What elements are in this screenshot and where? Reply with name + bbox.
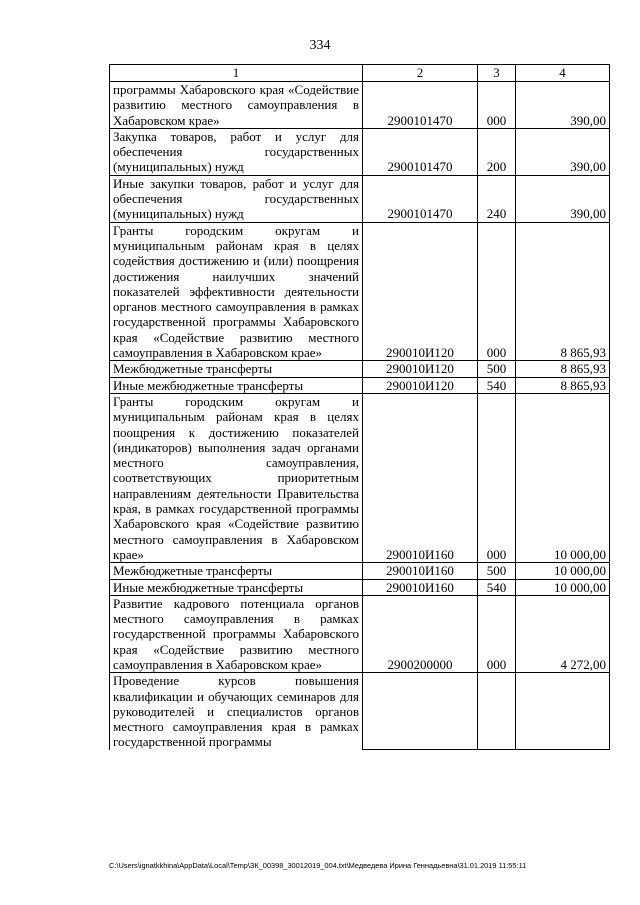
row-target-code: 290010И120 (363, 361, 478, 377)
column-header-4: 4 (516, 65, 610, 82)
row-amount: 10 000,00 (516, 579, 610, 595)
row-expense-type: 000 (478, 393, 516, 562)
row-expense-type: 000 (478, 82, 516, 129)
row-description: Гранты городским округам и муниципальным районам края в целях поощрения к достижению показателей (индикаторов) выполнения задач органами местного самоуправления, соответствующих приоритетным направлениям деятельности Правительства края, в рамках государственной программы Хабаровского края «Содействие развитию местного самоуправления в Хабаровском крае» (110, 393, 363, 562)
row-target-code: 2900101470 (363, 175, 478, 222)
table-row (110, 563, 610, 579)
table-row (110, 377, 610, 393)
row-amount: 390,00 (516, 82, 610, 129)
table-row (110, 128, 610, 175)
row-target-code: 2900101470 (363, 82, 478, 129)
column-header-1: 1 (110, 65, 363, 82)
row-expense-type: 540 (478, 377, 516, 393)
row-amount: 4 272,00 (516, 595, 610, 672)
row-target-code (363, 673, 478, 750)
table-row (110, 361, 610, 377)
row-description: Межбюджетные трансферты (110, 563, 363, 579)
table-row (110, 222, 610, 361)
row-target-code: 290010И160 (363, 393, 478, 562)
file-path-footer: C:\Users\ignatkkhina\AppData\Local\Temp\ЗК_00398_30012019_004.txt\Медведева Ирина Геннадьевна\31.01.2019 11:55:11 (109, 861, 527, 870)
row-amount (516, 673, 610, 750)
row-description: Развитие кадрового потенциала органов местного самоуправления в рамках государственной программы Хабаровского края «Содействие развитию местного самоуправления в Хабаровском крае» (110, 595, 363, 672)
table-row (110, 175, 610, 222)
row-target-code: 290010И160 (363, 563, 478, 579)
row-target-code: 2900101470 (363, 128, 478, 175)
row-description: Межбюджетные трансферты (110, 361, 363, 377)
row-description: Иные межбюджетные трансферты (110, 377, 363, 393)
row-amount: 390,00 (516, 128, 610, 175)
column-header-3: 3 (478, 65, 516, 82)
column-header-2: 2 (363, 65, 478, 82)
row-expense-type: 500 (478, 563, 516, 579)
row-amount: 8 865,93 (516, 361, 610, 377)
table-row (110, 82, 610, 129)
row-amount: 8 865,93 (516, 222, 610, 361)
row-description: Иные межбюджетные трансферты (110, 579, 363, 595)
table-row (110, 595, 610, 672)
row-target-code: 290010И120 (363, 377, 478, 393)
row-description: программы Хабаровского края «Содействие развитию местного самоуправления в Хабаровском крае» (110, 82, 363, 129)
table-row (110, 579, 610, 595)
row-description: Иные закупки товаров, работ и услуг для обеспечения государственных (муниципальных) нужд (110, 175, 363, 222)
row-expense-type (478, 673, 516, 750)
row-amount: 390,00 (516, 175, 610, 222)
row-amount: 10 000,00 (516, 563, 610, 579)
row-description: Проведение курсов повышения квалификации и обучающих семинаров для руководителей и специалистов органов местного самоуправления края в рамках государственной программы (110, 673, 363, 750)
budget-table (109, 64, 610, 750)
row-target-code: 2900200000 (363, 595, 478, 672)
row-expense-type: 000 (478, 595, 516, 672)
row-amount: 10 000,00 (516, 393, 610, 562)
row-description: Гранты городским округам и муниципальным районам края в целях содействия достижению и (или) поощрения достижения наилучших значений показателей эффективности деятельности органов местного самоуправления в рамках государственной программы Хабаровского края «Содействие развитию местного самоуправления в Хабаровском крае» (110, 222, 363, 361)
row-expense-type: 240 (478, 175, 516, 222)
header-row (110, 65, 610, 82)
row-expense-type: 540 (478, 579, 516, 595)
row-expense-type: 500 (478, 361, 516, 377)
table-row (110, 673, 610, 750)
row-target-code: 290010И120 (363, 222, 478, 361)
row-expense-type: 200 (478, 128, 516, 175)
row-amount: 8 865,93 (516, 377, 610, 393)
table-row (110, 393, 610, 562)
row-description: Закупка товаров, работ и услуг для обеспечения государственных (муниципальных) нужд (110, 128, 363, 175)
row-target-code: 290010И160 (363, 579, 478, 595)
page-number: 334 (309, 38, 331, 53)
row-expense-type: 000 (478, 222, 516, 361)
